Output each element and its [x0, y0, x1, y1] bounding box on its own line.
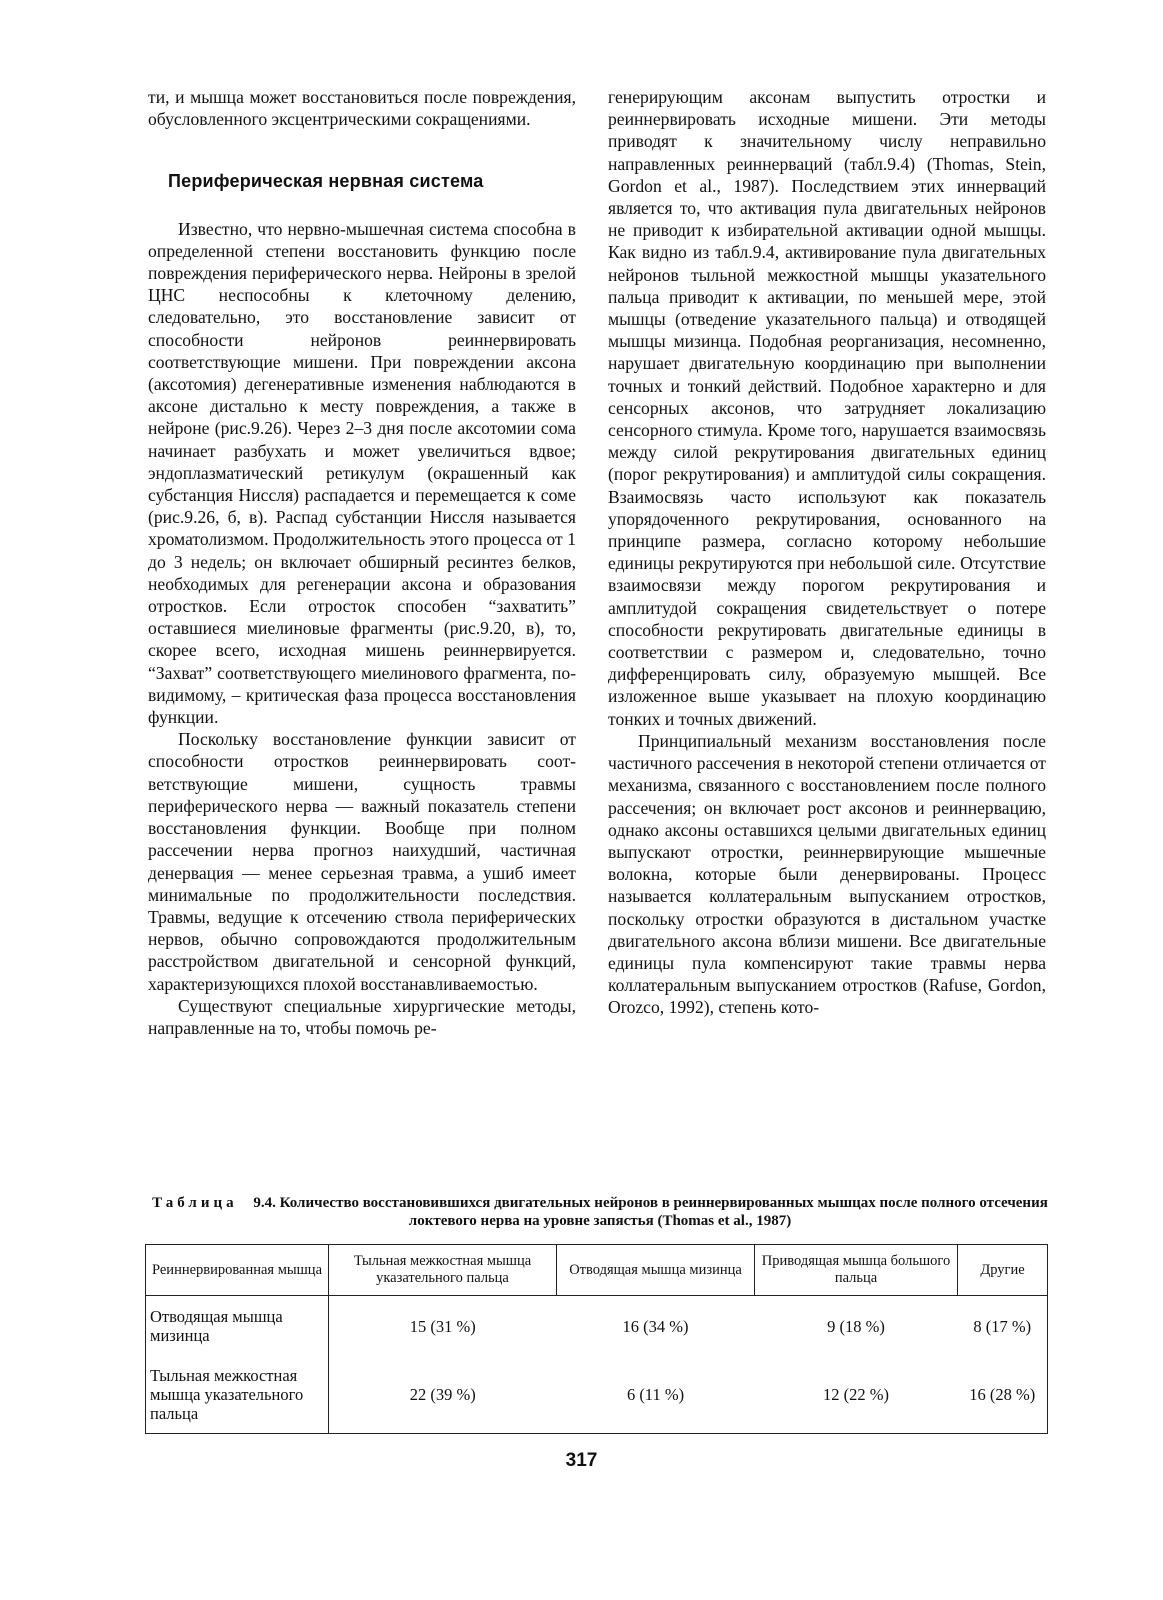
- paragraph: генерирующим аксонам выпустить отростки и реиннервировать исходные мишени. Эти методы приводят к значительному числу неправильно направленных реиннерваций (табл.9.4) (Thomas, Stein, Gordon et al., 1987). Последствием этих иннерваций является то, что активация пула двигательных нейронов не приводит к избирательной активации одной мышцы. Как видно из табл.9.4, активирование пула двигательных нейронов тыльной межкостной мышцы указательного пальца приводит к активации, по меньшей мере, этой мышцы (отведение указательного пальца) и отводящей мышцы мизинца. Подобная реорганизация, несомненно, нарушает двигательную координацию при выполнении точных и тонкий действий. Подобное характерно и для сенсорных аксонов, что затрудняет локализацию сенсорного стимула. Кроме того, нарушается взаимосвязь между силой рекрутирования двигательных единиц (порог рекрутирования) и амплитудой силы сокращения. Взаимосвязь часто используют как показатель упорядоченного рекрутирования, основанного на принципе размера, согласно которому небольшие единицы рекрутируются при небольшой силе. Отсутствие взаимосвязи между порогом рекрутирования и амплитудой сокращения свидетельствует о потере способности рекрутировать двигательные единицы в соответствии с размером и, следовательно, точно дифференцировать силу, образуемую мышцей. Все изложенное выше указывает на плохую координацию тонких и точных движений.: [608, 87, 1046, 729]
- paragraph: ти, и мышца может восстановиться после повреждения, обусловленного эксцентрическими сокращениями.: [148, 87, 576, 130]
- right-column: [608, 86, 1046, 1019]
- paragraph: Существуют специальные хирургические методы, направленные на то, чтобы помочь ре-: [148, 995, 576, 1038]
- table-header-cell: Тыльная межкостная мышца указательного пальца: [329, 1245, 557, 1296]
- table-cell: 8 (17 %): [958, 1296, 1048, 1357]
- table-cell: 22 (39 %): [329, 1356, 557, 1434]
- section-heading: Периферическая нервная система: [168, 171, 484, 192]
- table-row-label: Тыльная межкостная мышца указательного пальца: [146, 1356, 329, 1434]
- paragraph: Принципиальный механизм восстановления после частичного рассечения в некоторой степени отличается от механизма, связанного с восстановлением после полного рассечения; он включает рост аксонов и реиннервацию, однако аксоны оставшихся целыми двигательных единиц выпускают отростки, реиннервирующие мышечные волокна, которые были денервированы. Процесс называется коллатеральным выпусканием отростков, поскольку отростки образуются в дистальном участке двигательного аксона вблизи мишени. Все двигательные единицы пула компенсируют такие травмы нерва коллатеральным выпусканием отростков (Rafuse, Gordon, Orozco, 1992), степень кото-: [608, 730, 1046, 1018]
- table-caption-lead: Таблица: [152, 1195, 238, 1211]
- table-header-cell: Реиннервированная мышца: [146, 1245, 329, 1296]
- table-cell: 16 (28 %): [958, 1356, 1048, 1434]
- table-row-label: Отводящая мышца мизинца: [146, 1296, 329, 1357]
- table-header-cell: Отводящая мышца мизинца: [557, 1245, 755, 1296]
- table-cell: 12 (22 %): [755, 1356, 958, 1434]
- table-caption-text: 9.4. Количество восстановившихся двигательных нейронов в реиннервированных мышцах после полного отсечения локтевого нерва на уровне запястья (Thomas et al., 1987): [253, 1195, 1048, 1229]
- data-table: [145, 1244, 1048, 1434]
- table-cell: 16 (34 %): [622, 1316, 689, 1336]
- page-number: 317: [565, 1450, 598, 1471]
- table-row: [146, 1356, 1048, 1434]
- table-cell: 9 (18 %): [827, 1316, 885, 1336]
- table-row: [146, 1296, 1048, 1357]
- table-cell: 15 (31 %): [409, 1316, 476, 1336]
- table-header-row: [146, 1245, 1048, 1296]
- left-column: [148, 86, 576, 1039]
- table-header-cell: Приводящая мышца большого пальца: [755, 1245, 958, 1296]
- table-caption: [150, 1194, 1050, 1230]
- table-header-cell: Другие: [958, 1245, 1048, 1296]
- paragraph: Известно, что нервно-мышечная система способна в определенной степени восстановить функцию после повреждения периферического нерва. Нейроны в зрелой ЦНС неспособны к клеточному делению, следовательно, это восстановление зависит от способности нейронов реиннервировать соответствующие мишени. При повреждении аксона (аксотомия) дегенеративные изменения наблюдаются в аксоне дистально к месту повреждения, а также в нейроне (рис.9.26). Через 2–3 дня после аксотомии сома начинает разбухать и может увеличиться вдвое; эндоплазматический ретикулум (окрашенный как субстанция Ниссля) распадается и перемещается к соме (рис.9.26, б, в). Распад субстанции Ниссля называется хроматолизмом. Продолжительность этого процесса от 1 до 3 недель; он включает обширный ресинтез белков, необходимых для регенерации аксона и образования отростков. Если отросток способен “захватить” оставшиеся миелиновые фрагменты (рис.9.20, в), то, скорее всего, исходная мишень реиннервируется. “Захват” соответствующего миелинового фрагмента, по-видимому, – критическая фаза процесса восстановления функции.: [148, 218, 576, 728]
- paragraph: Поскольку восстановление функции зависит от способности отростков реиннервировать соот-ветствующие мишени, сущность травмы периферического нерва — важный показатель степени восстановления функции. Вообще при полном рассечении нерва прогноз наихудший, частичная денервация — менее серьезная травма, а ушиб имеет минимальные по продолжительности последствия. Травмы, ведущие к отсечению ствола периферических нервов, обычно сопровождаются продолжительным расстройством двигательной и сенсорной функций, характеризующихся плохой восстанавливаемостью.: [148, 729, 576, 994]
- table-cell: 6 (11 %): [557, 1356, 755, 1434]
